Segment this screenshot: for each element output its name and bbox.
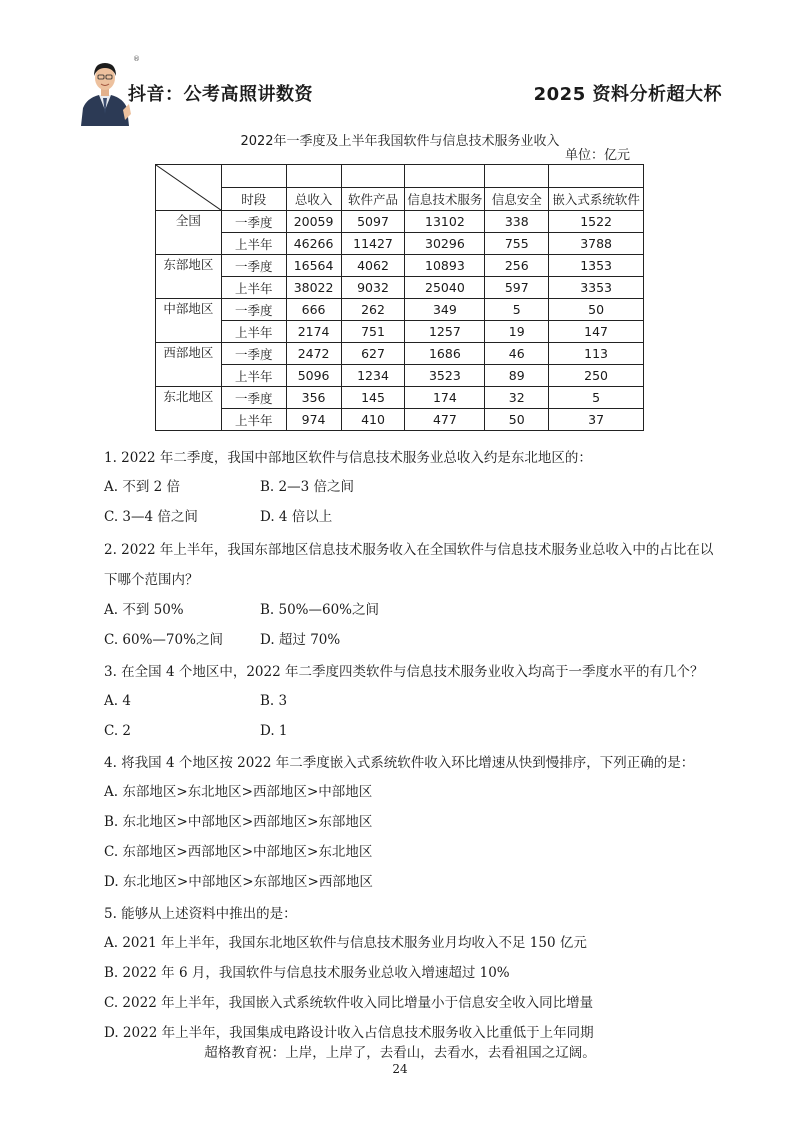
question-stem: 5. 能够从上述资料中推出的是： [104,906,297,922]
value-cell: 1353 [549,255,644,277]
value-cell: 5 [485,299,549,321]
value-cell: 751 [341,321,405,343]
value-cell: 477 [405,409,485,431]
option: C. 2022 年上半年，我国嵌入式系统软件收入同比增量小于信息安全收入同比增量 [104,995,594,1011]
value-cell: 25040 [405,277,485,299]
value-cell: 597 [485,277,549,299]
value-cell: 256 [485,255,549,277]
value-cell: 113 [549,343,644,365]
value-cell: 1522 [549,211,644,233]
table-row [156,233,644,255]
option: A. 东部地区>东北地区>西部地区>中部地区 [104,784,373,800]
region-cell: 全国 [156,211,222,255]
value-cell: 3788 [549,233,644,255]
option: C. 2 [104,723,132,739]
option: D. 1 [260,723,288,739]
value-cell: 3523 [405,365,485,387]
column-header: 时段 [221,188,286,211]
table-row [156,409,644,431]
value-cell: 89 [485,365,549,387]
question-stem: 2. 2022 年上半年，我国东部地区信息技术服务收入在全国软件与信息技术服务业总收入中的占比在以下哪个范围内？ [104,542,714,588]
option: A. 2021 年上半年，我国东北地区软件与信息技术服务业月均收入不足 150 亿元 [104,935,587,951]
page-number: 24 [392,1062,408,1076]
table-row [156,255,644,277]
column-header: 嵌入式系统软件 [549,188,644,211]
value-cell: 9032 [341,277,405,299]
value-cell: 974 [286,409,341,431]
value-cell: 627 [341,343,405,365]
header-book-title: 2025 资料分析超大杯 [533,84,722,105]
table-row [156,321,644,343]
period-cell: 一季度 [221,299,286,321]
table-unit: 单位：亿元 [564,148,630,163]
options-row [104,472,724,502]
footer-slogan: 超格教育祝：上岸，上岸了，去看山，去看水，去看祖国之辽阔。 [204,1045,596,1061]
region-cell: 西部地区 [156,343,222,387]
registered-mark: ® [133,55,140,63]
value-cell: 37 [549,409,644,431]
column-header: 信息安全 [485,188,549,211]
table-top-row [156,165,644,188]
value-cell: 5096 [286,365,341,387]
option: C. 东部地区>西部地区>中部地区>东北地区 [104,844,373,860]
region-cell: 中部地区 [156,299,222,343]
value-cell: 145 [341,387,405,409]
table-body [156,211,644,431]
value-cell: 174 [405,387,485,409]
diagonal-header-cell [156,165,222,211]
value-cell: 19 [485,321,549,343]
options-row [104,595,724,625]
option: D. 东北地区>中部地区>东部地区>西部地区 [104,874,373,890]
period-cell: 上半年 [221,321,286,343]
value-cell: 1257 [405,321,485,343]
period-cell: 上半年 [221,233,286,255]
period-cell: 一季度 [221,255,286,277]
option: B. 50%—60%之间 [260,602,380,618]
diagonal-line [156,165,221,210]
value-cell: 356 [286,387,341,409]
period-cell: 上半年 [221,409,286,431]
options-row [104,716,724,746]
value-cell: 3353 [549,277,644,299]
value-cell: 1234 [341,365,405,387]
options-row [104,625,724,655]
table-row [156,343,644,365]
question-stem: 1. 2022 年二季度，我国中部地区软件与信息技术服务业总收入约是东北地区的： [104,450,592,466]
period-cell: 一季度 [221,387,286,409]
value-cell: 338 [485,211,549,233]
option: D. 超过 70% [260,632,341,648]
value-cell: 262 [341,299,405,321]
value-cell: 2174 [286,321,341,343]
value-cell: 1686 [405,343,485,365]
question-stem: 3. 在全国 4 个地区中，2022 年二季度四类软件与信息技术服务业收入均高于一季度水平的有几个？ [104,664,704,680]
value-cell: 2472 [286,343,341,365]
column-header: 总收入 [286,188,341,211]
option: B. 2—3 倍之间 [260,479,354,495]
option: B. 东北地区>中部地区>西部地区>东部地区 [104,814,373,830]
option: C. 3—4 倍之间 [104,509,198,525]
period-cell: 一季度 [221,211,286,233]
value-cell: 349 [405,299,485,321]
value-cell: 250 [549,365,644,387]
options-row [104,686,724,716]
page-header [0,0,800,132]
value-cell: 5097 [341,211,405,233]
value-cell: 16564 [286,255,341,277]
revenue-table [155,164,644,431]
value-cell: 755 [485,233,549,255]
table-row [156,277,644,299]
region-cell: 东北地区 [156,387,222,431]
table-row [156,299,644,321]
value-cell: 147 [549,321,644,343]
option: A. 不到 50% [104,602,184,618]
value-cell: 410 [341,409,405,431]
author-avatar [79,54,131,126]
value-cell: 11427 [341,233,405,255]
value-cell: 30296 [405,233,485,255]
period-cell: 上半年 [221,277,286,299]
header-channel-title: 抖音：公考高照讲数资 [128,84,313,105]
table-row [156,211,644,233]
value-cell: 50 [485,409,549,431]
period-cell: 一季度 [221,343,286,365]
column-header: 信息技术服务 [405,188,485,211]
option: B. 2022 年 6 月，我国软件与信息技术服务业总收入增速超过 10% [104,965,510,981]
option: D. 4 倍以上 [260,509,333,525]
value-cell: 46 [485,343,549,365]
option: A. 4 [104,693,131,709]
value-cell: 13102 [405,211,485,233]
region-cell: 东部地区 [156,255,222,299]
table-row [156,387,644,409]
value-cell: 46266 [286,233,341,255]
options-row [104,502,724,532]
table-title: 2022年一季度及上半年我国软件与信息技术服务业收入 [240,134,560,149]
value-cell: 32 [485,387,549,409]
option: D. 2022 年上半年，我国集成电路设计收入占信息技术服务收入比重低于上年同期 [104,1025,594,1041]
questions-section [104,441,724,1048]
table-header-row [156,188,644,211]
value-cell: 10893 [405,255,485,277]
table-row [156,365,644,387]
value-cell: 666 [286,299,341,321]
option: B. 3 [260,693,288,709]
question-stem: 4. 将我国 4 个地区按 2022 年二季度嵌入式系统软件收入环比增速从快到慢排序，下列正确的是： [104,755,695,771]
period-cell: 上半年 [221,365,286,387]
value-cell: 4062 [341,255,405,277]
option: A. 不到 2 倍 [104,479,181,495]
value-cell: 5 [549,387,644,409]
column-header: 软件产品 [341,188,405,211]
value-cell: 38022 [286,277,341,299]
value-cell: 20059 [286,211,341,233]
value-cell: 50 [549,299,644,321]
option: C. 60%—70%之间 [104,632,223,648]
